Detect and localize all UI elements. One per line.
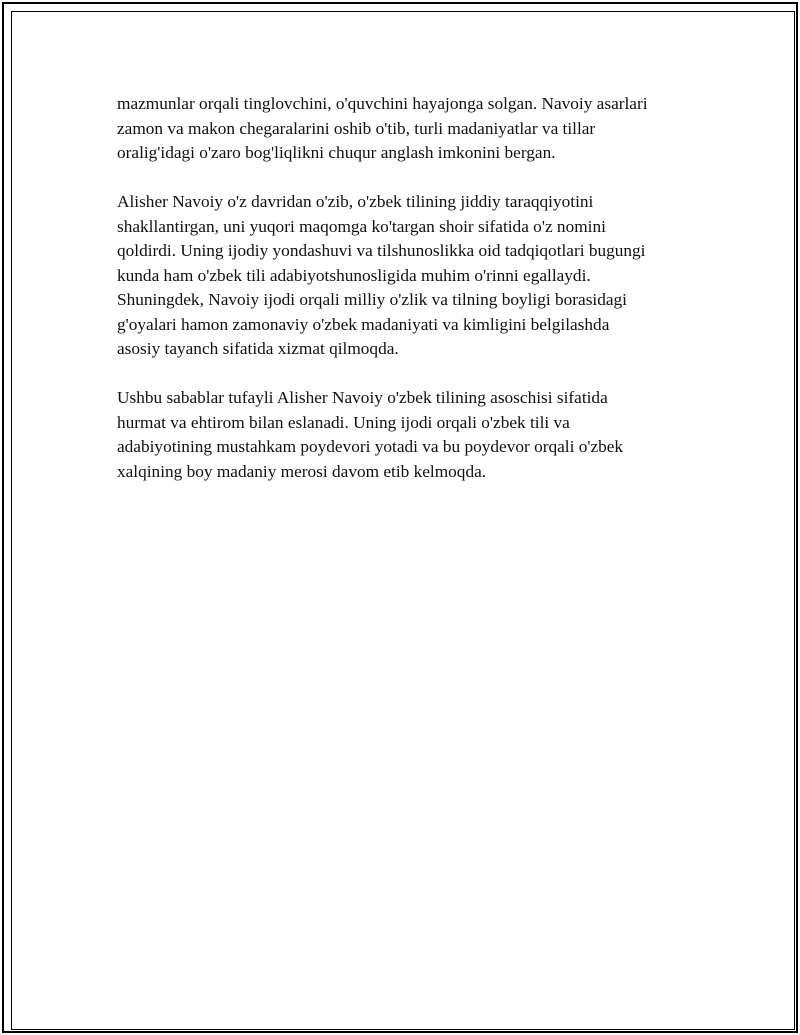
paragraph-line: xalqining boy madaniy merosi davom etib kelmoqda. [117, 461, 487, 481]
paragraph-line: Shuningdek, Navoiy ijodi orqali milliy o'zlik va tilning boyligi borasidagi [117, 290, 627, 309]
paragraph-1 [117, 92, 697, 166]
paragraph-line: kunda ham o'zbek tili adabiyotshunosligida muhim o'rinni egallaydi. [117, 265, 591, 285]
paragraph-line: g'oyalari hamon zamonaviy o'zbek madaniyati va kimligini belgilashda [117, 314, 610, 334]
paragraph-3 [117, 386, 697, 484]
paragraph-line: Alisher Navoiy o'z davridan o'zib, o'zbek tilining jiddiy taraqqiyotini [117, 192, 594, 211]
paragraph-line: asosiy tayanch sifatida xizmat qilmoqda. [117, 339, 399, 358]
document-body [117, 92, 697, 509]
paragraph-line: hurmat va ehtirom bilan eslanadi. Uning ijodi orqali o'zbek tili va [117, 412, 570, 432]
paragraph-line: mazmunlar orqali tinglovchini, o'quvchini hayajonga solgan. Navoiy asarlari [117, 94, 648, 113]
paragraph-line: Ushbu sabablar tufayli Alisher Navoiy o'zbek tilining asoschisi sifatida [117, 388, 608, 407]
paragraph-2 [117, 190, 697, 362]
paragraph-line: adabiyotining mustahkam poydevori yotadi va bu poydevor orqali o'zbek [117, 437, 624, 456]
paragraph-line: shakllantirgan, uni yuqori maqomga ko'targan shoir sifatida o'z nomini [117, 216, 606, 236]
paragraph-line: zamon va makon chegaralarini oshib o'tib, turli madaniyatlar va tillar [117, 118, 596, 138]
paragraph-line: oralig'idagi o'zaro bog'liqlikni chuqur anglash imkonini bergan. [117, 143, 556, 162]
paragraph-line: qoldirdi. Uning ijodiy yondashuvi va tilshunoslikka oid tadqiqotlari bugungi [117, 241, 646, 260]
